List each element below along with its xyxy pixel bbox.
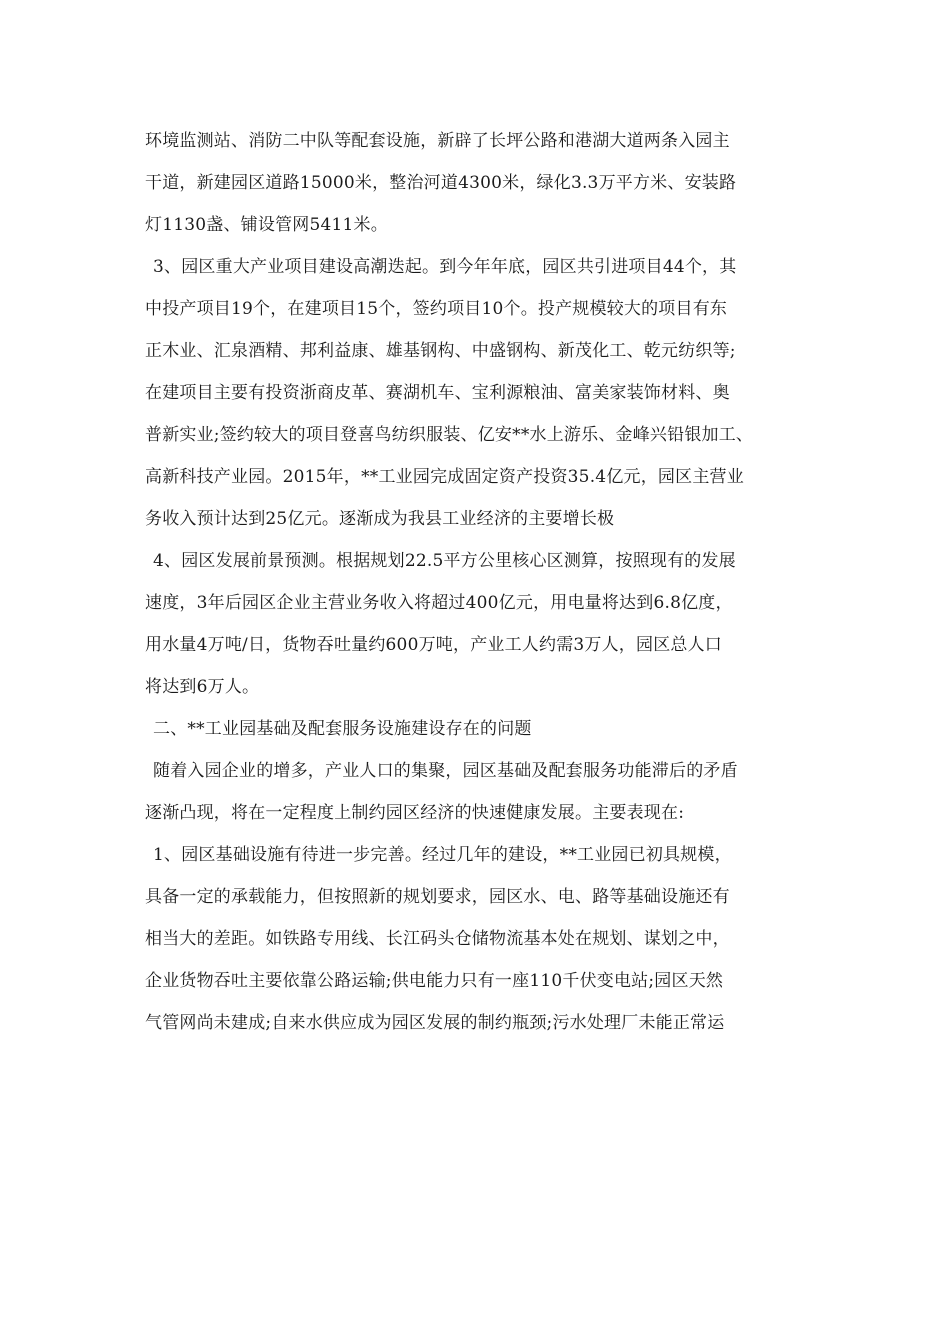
text-line: 环境监测站、消防二中队等配套设施，新辟了长坪公路和港湖大道两条入园主: [145, 131, 730, 151]
text-line: 中投产项目19个，在建项目15个，签约项目10个。投产规模较大的项目有东: [145, 299, 728, 319]
section-4-heading-line: 4、园区发展前景预测。根据规划22.5平方公里核心区测算，按照现有的发展: [153, 551, 736, 571]
section-1-heading-line: 1、园区基础设施有待进一步完善。经过几年的建设，**工业园已初具规模，: [153, 845, 732, 865]
section-3-heading-line: 3、园区重大产业项目建设高潮迭起。到今年年底，园区共引进项目44个，其: [153, 257, 737, 277]
text-line: 相当大的差距。如铁路专用线、长江码头仓储物流基本处在规划、谋划之中，: [145, 929, 730, 949]
text-line: 具备一定的承载能力，但按照新的规划要求，园区水、电、路等基础设施还有: [145, 887, 730, 907]
chapter-2-heading: 二、**工业园基础及配套服务设施建设存在的问题: [153, 719, 532, 739]
text-line: 正木业、汇泉酒精、邦利益康、雄基钢构、中盛钢构、新茂化工、乾元纺织等;: [145, 341, 736, 361]
text-line: 灯1130盏、铺设管网5411米。: [145, 215, 388, 235]
text-line: 将达到6万人。: [145, 677, 260, 697]
text-line: 普新实业;签约较大的项目登喜鸟纺织服装、亿安**水上游乐、金峰兴铅银加工、: [145, 425, 754, 445]
text-line: 逐渐凸现，将在一定程度上制约园区经济的快速健康发展。主要表现在:: [145, 803, 685, 823]
text-line: 气管网尚未建成;自来水供应成为园区发展的制约瓶颈;污水处理厂未能正常运: [145, 1013, 725, 1033]
text-line: 务收入预计达到25亿元。逐渐成为我县工业经济的主要增长极: [145, 509, 615, 529]
document-body: [145, 120, 820, 1044]
text-line: 速度，3年后园区企业主营业务收入将超过400亿元，用电量将达到6.8亿度，: [145, 593, 733, 613]
text-line: 高新科技产业园。2015年，**工业园完成固定资产投资35.4亿元，园区主营业: [145, 467, 744, 487]
text-line: 用水量4万吨/日，货物吞吐量约600万吨，产业工人约需3万人，园区总人口: [145, 635, 723, 655]
text-line: 企业货物吞吐主要依靠公路运输;供电能力只有一座110千伏变电站;园区天然: [145, 971, 724, 991]
paragraph-start-line: 随着入园企业的增多，产业人口的集聚，园区基础及配套服务功能滞后的矛盾: [153, 761, 738, 781]
text-line: 在建项目主要有投资浙商皮革、赛湖机车、宝利源粮油、富美家装饰材料、奥: [145, 383, 730, 403]
text-line: 干道，新建园区道路15000米，整治河道4300米，绿化3.3万平方米、安装路: [145, 173, 737, 193]
